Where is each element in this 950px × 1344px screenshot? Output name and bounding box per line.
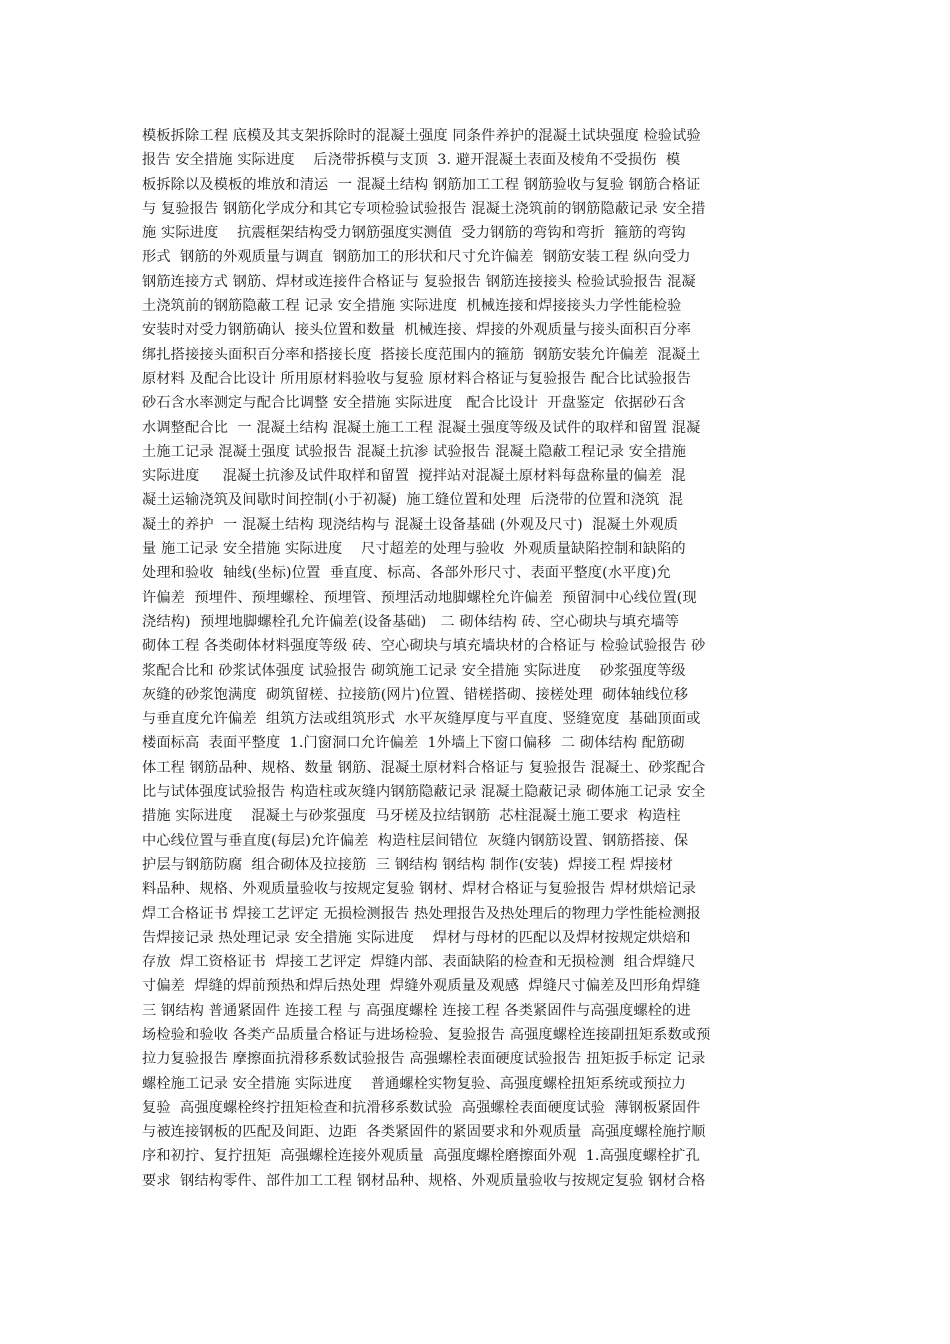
text-line: 形式 钢筋的外观质量与调直 钢筋加工的形状和尺寸允许偏差 钢筋安装工程 纵向受力 — [142, 249, 691, 266]
text-line: 砂石含水率测定与配合比调整 安全措施 实际进度 配合比设计 开盘鉴定 依据砂石含 — [142, 395, 686, 412]
text-line: 原材料 及配合比设计 所用原材料验收与复验 原材料合格证与复验报告 配合比试验报告 — [142, 370, 692, 387]
text-line: 报告 安全措施 实际进度 后浇带拆模与支顶 3. 避开混凝土表面及棱角不受损伤 模 — [142, 152, 681, 169]
text-line: 楼面标高 表面平整度 1.门窗洞口允许偏差 1外墙上下窗口偏移 二 砌体结构 配筋砌 — [142, 735, 685, 752]
text-line: 水调整配合比 一 混凝土结构 混凝土施工工程 混凝土强度等级及试件的取样和留置 混凝 — [142, 419, 701, 436]
text-line: 凝土运输浇筑及间歇时间控制(小于初凝) 施工缝位置和处理 后浇带的位置和浇筑 混 — [142, 492, 684, 509]
text-line: 体工程 钢筋品种、规格、数量 钢筋、混凝土原材料合格证与 复验报告 混凝土、砂浆配合 — [142, 759, 706, 776]
text-line: 措施 实际进度 混凝土与砂浆强度 马牙槎及拉结钢筋 芯柱混凝土施工要求 构造柱 — [142, 808, 681, 825]
text-line: 绑扎搭接接头面积百分率和搭接长度 搭接长度范围内的箍筋 钢筋安装允许偏差 混凝土 — [142, 346, 701, 363]
text-line: 拉力复验报告 摩擦面抗滑移系数试验报告 高强螺栓表面硬度试验报告 扭矩扳手标定 记录 — [142, 1051, 706, 1068]
text-line: 与垂直度允许偏差 组筑方法或组筑形式 水平灰缝厚度与平直度、竖缝宽度 基础顶面或 — [142, 711, 701, 728]
text-line: 灰缝的砂浆饱满度 砌筑留槎、拉接筋(网片)位置、错槎搭砌、接槎处理 砌体轴线位移 — [142, 686, 689, 703]
text-line: 处理和验收 轴线(坐标)位置 垂直度、标高、各部外形尺寸、表面平整度(水平度)允 — [142, 565, 671, 582]
text-line: 浇结构) 预埋地脚螺栓孔允许偏差(设备基础) 二 砌体结构 砖、空心砌块与填充墙等 — [142, 613, 680, 630]
text-line: 实际进度 混凝土抗渗及试件取样和留置 搅拌站对混凝土原材料每盘称量的偏差 混 — [142, 468, 686, 485]
text-line: 中心线位置与垂直度(每层)允许偏差 构造柱层间错位 灰缝内钢筋设置、钢筋搭接、保 — [142, 832, 689, 849]
text-line: 寸偏差 焊缝的焊前预热和焊后热处理 焊缝外观质量及观感 焊缝尺寸偏差及凹形角焊缝 — [142, 978, 701, 995]
text-line: 螺栓施工记录 安全措施 实际进度 普通螺栓实物复验、高强度螺栓扭矩系统或预拉力 — [142, 1075, 687, 1092]
text-line: 比与试体强度试验报告 构造柱或灰缝内钢筋隐蔽记录 混凝土隐蔽记录 砌体施工记录 安全 — [142, 784, 706, 801]
text-line: 护层与钢筋防腐 组合砌体及拉接筋 三 钢结构 钢结构 制作(安装) 焊接工程 焊接材 — [142, 856, 674, 873]
text-line: 安装时对受力钢筋确认 接头位置和数量 机械连接、焊接的外观质量与接头面积百分率 — [142, 322, 692, 339]
text-line: 复验 高强度螺栓终拧扭矩检查和抗滑移系数试验 高强螺栓表面硬度试验 薄钢板紧固件 — [142, 1099, 701, 1116]
text-line: 土施工记录 混凝土强度 试验报告 混凝土抗渗 试验报告 混凝土隐蔽工程记录 安全措施 — [142, 443, 687, 460]
text-line: 量 施工记录 安全措施 实际进度 尺寸超差的处理与验收 外观质量缺陷控制和缺陷的 — [142, 541, 686, 558]
text-line: 序和初拧、复拧扭矩 高强螺栓连接外观质量 高强度螺栓磨擦面外观 1.高强度螺栓扩孔 — [142, 1148, 700, 1165]
text-line: 与被连接钢板的匹配及间距、边距 各类紧固件的紧固要求和外观质量 高强度螺栓施拧顺 — [142, 1124, 706, 1141]
text-line: 凝土的养护 一 混凝土结构 现浇结构与 混凝土设备基础 (外观及尺寸) 混凝土外观质 — [142, 516, 679, 533]
text-line: 场检验和验收 各类产品质量合格证与进场检验、复验报告 高强度螺栓连接副扭矩系数或预 — [142, 1026, 711, 1043]
text-line: 钢筋连接方式 钢筋、焊材或连接件合格证与 复验报告 钢筋连接接头 检验试验报告 混凝 — [142, 273, 696, 290]
text-line: 土浇筑前的钢筋隐蔽工程 记录 安全措施 实际进度 机械连接和焊接接头力学性能检验 — [142, 298, 682, 315]
text-line: 料品种、规格、外观质量验收与按规定复验 钢材、焊材合格证与复验报告 焊材烘焙记录 — [142, 881, 697, 898]
text-line: 施 实际进度 抗震框架结构受力钢筋强度实测值 受力钢筋的弯钩和弯折 箍筋的弯钩 — [142, 225, 686, 242]
text-line: 要求 钢结构零件、部件加工工程 钢材品种、规格、外观质量验收与按规定复验 钢材合格 — [142, 1172, 706, 1189]
document-body — [142, 124, 822, 1193]
text-line: 许偏差 预埋件、预埋螺栓、预埋管、预埋活动地脚螺栓允许偏差 预留洞中心线位置(现 — [142, 589, 697, 606]
text-line: 三 钢结构 普通紧固件 连接工程 与 高强度螺栓 连接工程 各类紧固件与高强度螺栓的进 — [142, 1002, 691, 1019]
text-line: 与 复验报告 钢筋化学成分和其它专项检验试验报告 混凝土浇筑前的钢筋隐蔽记录 安全措 — [142, 200, 706, 217]
text-line: 板拆除以及模板的堆放和清运 一 混凝土结构 钢筋加工工程 钢筋验收与复验 钢筋合格证 — [142, 176, 701, 193]
text-line: 存放 焊工资格证书 焊接工艺评定 焊缝内部、表面缺陷的检查和无损检测 组合焊缝尺 — [142, 954, 696, 971]
text-line: 浆配合比和 砂浆试体强度 试验报告 砌筑施工记录 安全措施 实际进度 砂浆强度等级 — [142, 662, 686, 679]
text-line: 焊工合格证书 焊接工艺评定 无损检测报告 热处理报告及热处理后的物理力学性能检测报 — [142, 905, 701, 922]
text-line: 告焊接记录 热处理记录 安全措施 实际进度 焊材与母材的匹配以及焊材按规定烘焙和 — [142, 929, 691, 946]
text-line: 砌体工程 各类砌体材料强度等级 砖、空心砌块与填充墙块材的合格证与 检验试验报告 砂 — [142, 638, 706, 655]
text-line: 模板拆除工程 底模及其支架拆除时的混凝土强度 同条件养护的混凝土试块强度 检验试验 — [142, 128, 701, 144]
